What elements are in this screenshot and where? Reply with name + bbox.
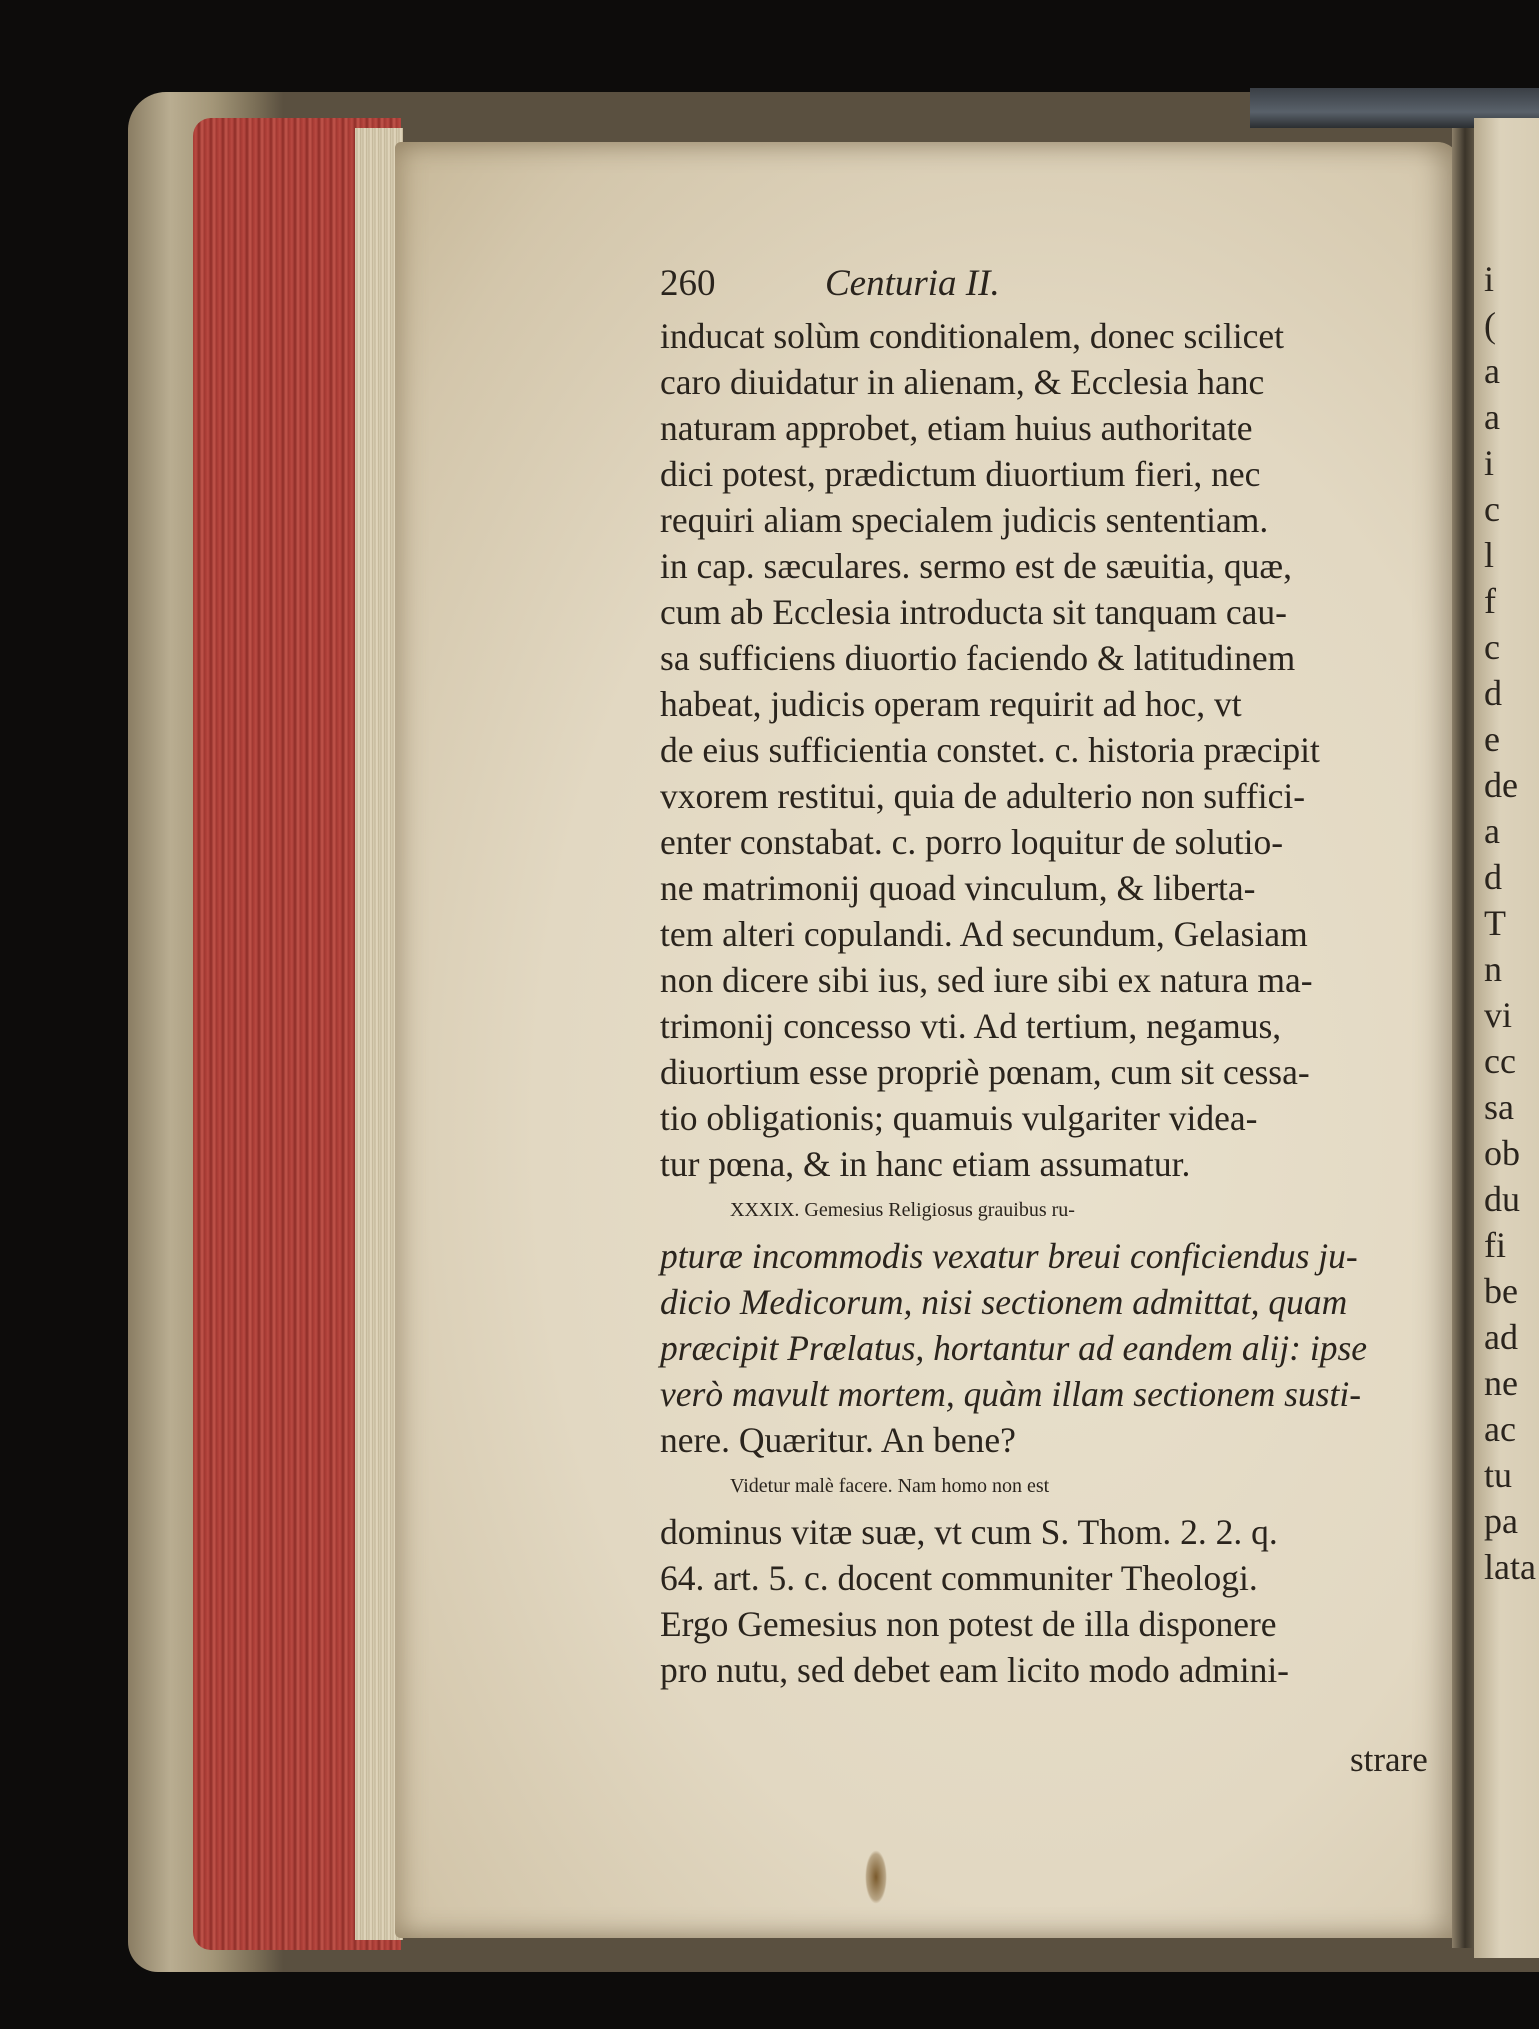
text-line: naturam approbet, etiam huius authoritate xyxy=(660,408,1253,448)
facing-text-fragment: a xyxy=(1484,811,1500,851)
facing-text-fragment: d xyxy=(1484,673,1502,713)
facing-page xyxy=(1474,118,1539,1958)
text-line: Ergo Gemesius non potest de illa disponere xyxy=(660,1604,1277,1644)
text-line: Videtur malè facere. Nam homo non est xyxy=(730,1475,1050,1497)
folio-number: 260 xyxy=(660,263,716,304)
text-line: dicio Medicorum, nisi sectionem admittat, quam xyxy=(660,1282,1348,1322)
facing-text-fragment: i xyxy=(1484,443,1495,483)
facing-text-fragment: ob xyxy=(1484,1133,1520,1173)
running-head: Centuria II. xyxy=(825,263,1000,304)
text-line: ne matrimonij quoad vinculum, & liberta- xyxy=(660,868,1256,908)
facing-text-fragment: ac xyxy=(1484,1409,1516,1449)
text-line: pro nutu, sed debet eam licito modo admini- xyxy=(660,1650,1289,1690)
text-line: XXXIX. Gemesius Religiosus grauibus ru- xyxy=(730,1199,1075,1221)
text-line: enter constabat. c. porro loquitur de solutio- xyxy=(660,822,1284,862)
text-line: cum ab Ecclesia introducta sit tanquam cau- xyxy=(660,592,1287,632)
catchword: strare xyxy=(1350,1740,1428,1779)
facing-text-fragment: a xyxy=(1484,397,1500,437)
text-line: habeat, judicis operam requirit ad hoc, vt xyxy=(660,684,1242,724)
text-line: sa sufficiens diuortio faciendo & latitudinem xyxy=(660,638,1296,678)
text-line: caro diuidatur in alienam, & Ecclesia hanc xyxy=(660,362,1265,402)
text-line: inducat solùm conditionalem, donec scilicet xyxy=(660,316,1285,356)
facing-text-fragment: tu xyxy=(1484,1455,1513,1495)
facing-text-fragment: de xyxy=(1484,765,1518,805)
facing-text-fragment: T xyxy=(1484,903,1506,943)
facing-text-fragment: n xyxy=(1484,949,1502,989)
facing-text-fragment: a xyxy=(1484,351,1500,391)
text-line: 64. art. 5. c. docent communiter Theologi. xyxy=(660,1558,1258,1598)
facing-text-fragment: pa xyxy=(1484,1501,1518,1541)
facing-text-fragment: vi xyxy=(1484,995,1513,1035)
text-line: verò mavult mortem, quàm illam sectionem susti- xyxy=(660,1374,1362,1414)
text-line: vxorem restitui, quia de adulterio non suffici- xyxy=(660,776,1306,816)
text-line: nere. Quæritur. An bene? xyxy=(660,1420,1016,1460)
facing-text-fragment: lata xyxy=(1484,1547,1536,1587)
text-line: præcipit Prælatus, hortantur ad eandem alij: ipse xyxy=(660,1328,1368,1368)
facing-text-fragment: ne xyxy=(1484,1363,1518,1403)
facing-text-fragment: cc xyxy=(1484,1041,1516,1081)
facing-text-fragment: e xyxy=(1484,719,1500,759)
facing-text-fragment: ad xyxy=(1484,1317,1518,1357)
facing-text-fragment: fi xyxy=(1484,1225,1506,1265)
text-line: requiri aliam specialem judicis sententiam. xyxy=(660,500,1269,540)
text-line: tem alteri copulandi. Ad secundum, Gelasiam xyxy=(660,914,1308,954)
text-line: tur pœna, & in hanc etiam assumatur. xyxy=(660,1144,1191,1184)
page-text xyxy=(660,255,1460,1693)
text-lines xyxy=(660,313,1460,1693)
text-line: trimonij concesso vti. Ad tertium, negamus, xyxy=(660,1006,1282,1046)
text-line: non dicere sibi ius, sed iure sibi ex natura ma- xyxy=(660,960,1313,1000)
facing-text-fragment: l xyxy=(1484,535,1495,575)
facing-text-fragment: be xyxy=(1484,1271,1518,1311)
facing-text-fragment: du xyxy=(1484,1179,1520,1219)
text-line: pturæ incommodis vexatur breui conficiendus ju- xyxy=(660,1236,1358,1276)
text-line: diuortium esse propriè pœnam, cum sit cessa- xyxy=(660,1052,1310,1092)
text-line: de eius sufficientia constet. c. historia præcipit xyxy=(660,730,1320,770)
page-header xyxy=(660,255,1460,313)
facing-text-fragment: d xyxy=(1484,857,1502,897)
ink-stain xyxy=(865,1850,887,1904)
facing-text-fragment: sa xyxy=(1484,1087,1514,1127)
text-line: dominus vitæ suæ, vt cum S. Thom. 2. 2. q. xyxy=(660,1512,1278,1552)
facing-text-fragment: ( xyxy=(1484,305,1496,345)
facing-text-fragment: c xyxy=(1484,489,1500,529)
facing-text-fragment: i xyxy=(1484,259,1495,299)
facing-text-fragment: f xyxy=(1484,581,1496,621)
text-line: dici potest, prædictum diuortium fieri, nec xyxy=(660,454,1261,494)
facing-text-fragment: c xyxy=(1484,627,1500,667)
text-line: tio obligationis; quamuis vulgariter videa- xyxy=(660,1098,1258,1138)
text-line: in cap. sæculares. sermo est de sæuitia, quæ, xyxy=(660,546,1292,586)
